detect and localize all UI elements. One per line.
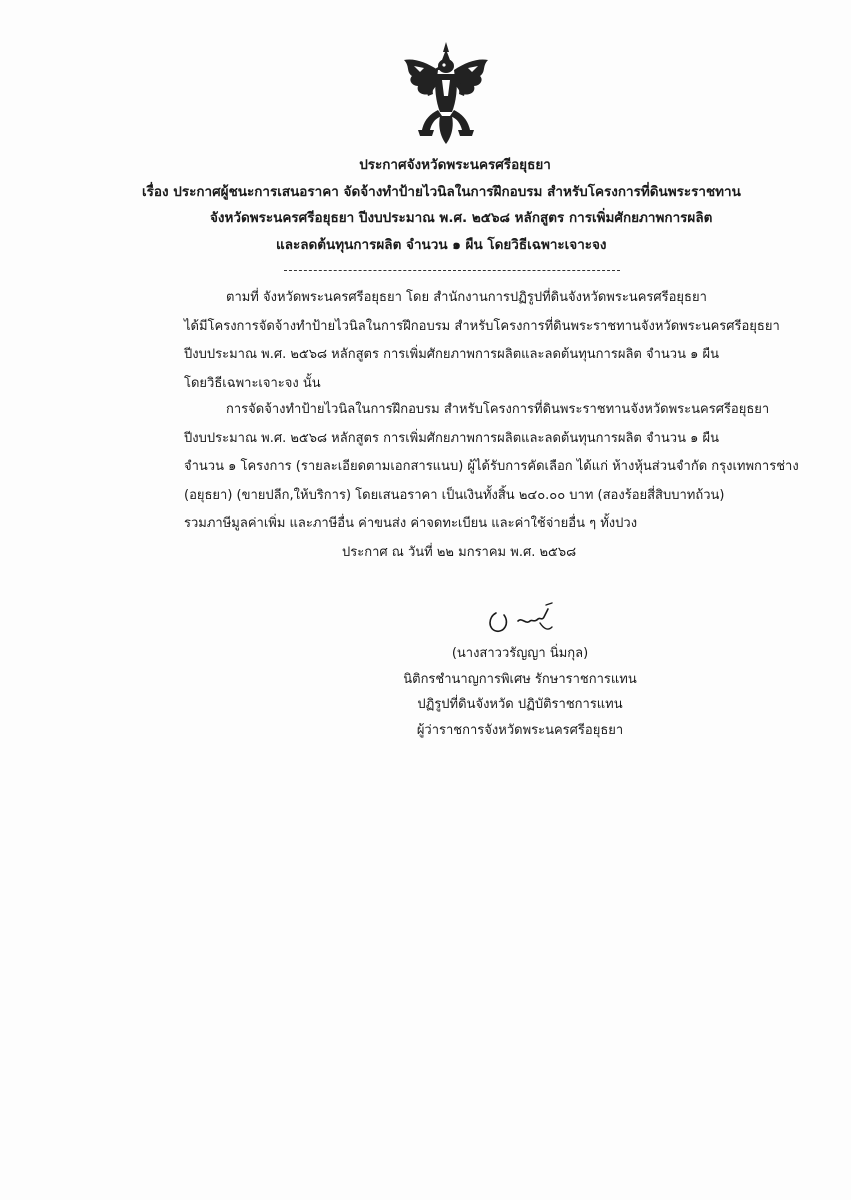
title-line-3: จังหวัดพระนครศรีอยุธยา ปีงบประมาณ พ.ศ. ๒๕๖๘ หลักสูตร การเพิ่มศักยภาพการผลิต — [210, 210, 713, 226]
signer-position-1: นิติกรชำนาญการพิเศษ รักษาราชการแทน — [403, 671, 637, 687]
paragraph-2-line-2: ปีงบประมาณ พ.ศ. ๒๕๖๘ หลักสูตร การเพิ่มศักยภาพการผลิตและลดต้นทุนการผลิต จำนวน ๑ ผืน — [184, 430, 720, 446]
paragraph-2 — [184, 396, 799, 539]
paragraph-1-line-2: ได้มีโครงการจัดจ้างทำป้ายไวนิลในการฝึกอบรม สำหรับโครงการที่ดินพระราชทานจังหวัดพระนครศรีอยุธยา — [184, 318, 780, 334]
handwritten-signature — [482, 595, 572, 643]
title-line-4: และลดต้นทุนการผลิต จำนวน ๑ ผืน โดยวิธีเฉพาะเจาะจง — [276, 236, 607, 253]
title-line-2: เรื่อง ประกาศผู้ชนะการเสนอราคา จัดจ้างทำป้ายไวนิลในการฝึกอบรม สำหรับโครงการที่ดินพระราชทาน — [142, 183, 741, 200]
paragraph-2-line-4: (อยุธยา) (ขายปลีก,ให้บริการ) โดยเสนอราคา เป็นเงินทั้งสิ้น ๒๔๐.๐๐ บาท (สองร้อยสี่สิบบาทถ้วน) — [184, 487, 725, 503]
paragraph-1 — [184, 284, 794, 398]
garuda-emblem-icon — [400, 40, 492, 148]
paragraph-2-line-1: การจัดจ้างทำป้ายไวนิลในการฝึกอบรม สำหรับโครงการที่ดินพระราชทานจังหวัดพระนครศรีอยุธยา — [226, 402, 770, 417]
signer-name: (นางสาววรัญญา นิ่มกุล) — [451, 646, 589, 661]
paragraph-2-line-5: รวมภาษีมูลค่าเพิ่ม และภาษีอื่น ค่าขนส่ง ค่าจดทะเบียน และค่าใช้จ่ายอื่น ๆ ทั้งปวง — [184, 516, 638, 531]
signer-position-3: ผู้ว่าราชการจังหวัดพระนครศรีอยุธยา — [416, 722, 624, 738]
paragraph-2-line-3: จำนวน ๑ โครงการ (รายละเอียดตามเอกสารแนบ) ผู้ได้รับการคัดเลือก ได้แก่ ห้างหุ้นส่วนจำกัด กรุงเทพการช่าง — [184, 459, 799, 474]
signer-block — [360, 641, 680, 743]
document-title — [100, 152, 780, 258]
paragraph-1-line-1: ตามที่ จังหวัดพระนครศรีอยุธยา โดย สำนักงานการปฏิรูปที่ดินจังหวัดพระนครศรีอยุธยา — [226, 290, 707, 305]
signer-position-2: ปฏิรูปที่ดินจังหวัด ปฏิบัติราชการแทน — [417, 697, 623, 712]
paragraph-1-line-4: โดยวิธีเฉพาะเจาะจง นั้น — [184, 375, 321, 391]
paragraph-1-line-3: ปีงบประมาณ พ.ศ. ๒๕๖๘ หลักสูตร การเพิ่มศักยภาพการผลิตและลดต้นทุนการผลิต จำนวน ๑ ผืน — [184, 347, 720, 362]
title-divider — [284, 270, 620, 271]
announcement-date: ประกาศ ณ วันที่ ๒๒ มกราคม พ.ศ. ๒๕๖๘ — [342, 545, 577, 560]
title-line-1: ประกาศจังหวัดพระนครศรีอยุธยา — [359, 157, 551, 173]
